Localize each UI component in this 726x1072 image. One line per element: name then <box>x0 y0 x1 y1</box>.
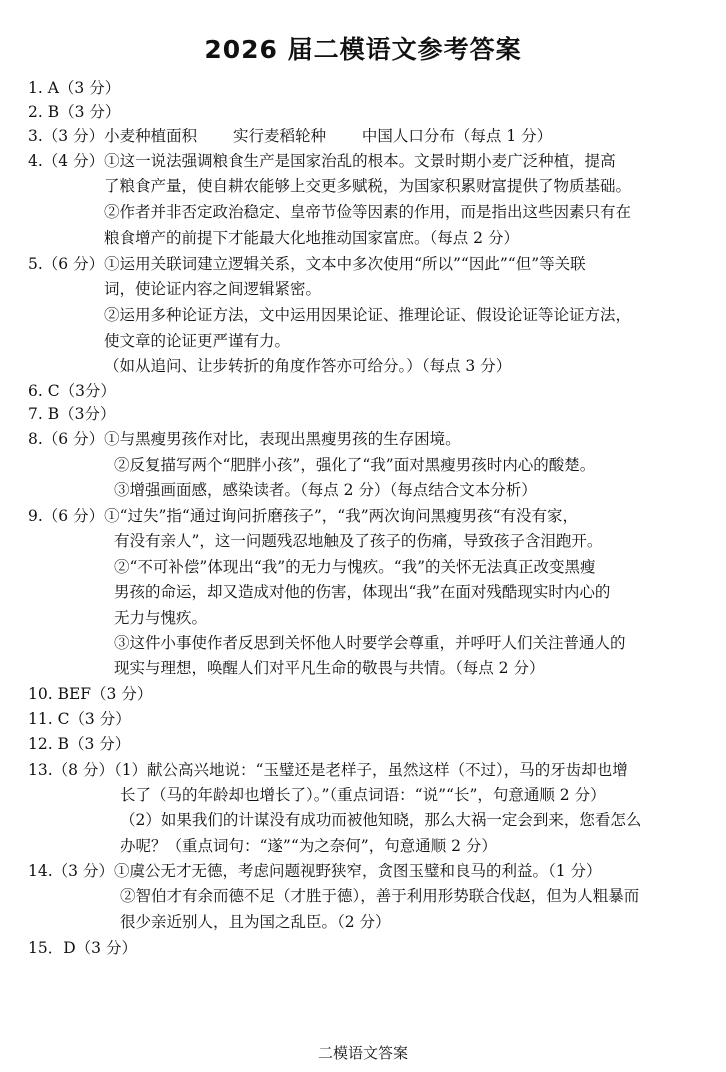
answer-line: 办呢？（重点词句：“遂”“为之奈何”，句意通顺 2 分） <box>120 837 497 855</box>
answer-line: 有没有亲人”，这一问题残忍地触及了孩子的伤痛，导致孩子含泪跑开。 <box>114 532 603 550</box>
answer-line: 13.（8 分）（1）献公高兴地说：“玉璧还是老样子，虽然这样（不过），马的牙齿却也增 <box>28 761 628 779</box>
answer-line: 2. B（3 分） <box>28 103 121 121</box>
answer-line: 男孩的命运，却又造成对他的伤害，体现出“我”在面对残酷现实时内心的 <box>114 583 611 601</box>
answer-line: 11. C（3 分） <box>28 710 131 728</box>
answer-line: ②反复描写两个“肥胖小孩”，强化了“我”面对黑瘦男孩时内心的酸楚。 <box>114 456 596 474</box>
answer-line: 了粮食产量，使自耕农能够上交更多赋税，为国家积累财富提供了物质基础。 <box>104 177 632 195</box>
answer-line: 3.（3 分）小麦种植面积 实行麦稻轮种 中国人口分布（每点 1 分） <box>28 127 553 145</box>
answer-line: 15．D（3 分） <box>28 939 137 957</box>
answer-line: ②运用多种论证方法，文中运用因果论证、推理论证、假设论证等论证方法， <box>104 306 632 324</box>
answer-line: 很少亲近别人，且为国之乱臣。（2 分） <box>120 913 391 931</box>
answer-line: 10. BEF（3 分） <box>28 685 153 703</box>
answer-line: 14.（3 分）①虞公无才无德，考虑问题视野狭窄，贪图玉璧和良马的利益。（1 分） <box>28 862 602 880</box>
answer-line: （2）如果我们的计谋没有成功而被他知晓，那么大祸一定会到来，您看怎么 <box>120 811 642 829</box>
answer-line: 8.（6 分）①与黑瘦男孩作对比，表现出黑瘦男孩的生存困境。 <box>28 430 461 448</box>
page-title: 2026 届二模语文参考答案 <box>204 35 522 64</box>
answer-line: ②作者并非否定政治稳定、皇帝节俭等因素的作用，而是指出这些因素只有在 <box>104 203 632 221</box>
answer-line: 6. C（3分） <box>28 382 116 400</box>
answer-line: ③增强画面感，感染读者。（每点 2 分）（每点结合文本分析） <box>114 481 537 499</box>
page-footer: 二模语文答案 <box>317 1044 408 1062</box>
answer-line: 现实与理想，唤醒人们对平凡生命的敬畏与共情。（每点 2 分） <box>114 659 545 677</box>
answer-line: 使文章的论证更严谨有力。 <box>104 332 291 350</box>
answer-line: 1. A（3 分） <box>28 79 121 97</box>
answer-line: 无力与愧疚。 <box>114 609 208 627</box>
answer-line: 12. B（3 分） <box>28 735 131 753</box>
answer-line: 9.（6 分）①“过失”指“通过询问折磨孩子”，“我”两次询问黑瘦男孩“有没有家， <box>28 507 579 525</box>
answer-line: 4.（4 分）①这一说法强调粮食生产是国家治乱的根本。文景时期小麦广泛种植，提高 <box>28 152 616 170</box>
answer-line: ②“不可补偿”体现出“我”的无力与愧疚。“我”的关怀无法真正改变黑瘦 <box>114 558 596 576</box>
answer-line: （如从追问、让步转折的角度作答亦可给分。）（每点 3 分） <box>104 357 512 375</box>
answer-line: 词，使论证内容之间逻辑紧密。 <box>104 280 322 298</box>
answer-line: 粮食增产的前提下才能最大化地推动国家富庶。（每点 2 分） <box>104 229 519 247</box>
answer-line: ②智伯才有余而德不足（才胜于德），善于利用形势联合伐赵，但为人粗暴而 <box>120 887 640 905</box>
answer-line: 7. B（3分） <box>28 405 116 423</box>
answer-line: 5.（6 分）①运用关联词建立逻辑关系，文本中多次使用“所以”“因此”“但”等关联 <box>28 255 586 273</box>
answer-line: ③这件小事使作者反思到关怀他人时要学会尊重，并呼吁人们关注普通人的 <box>114 634 626 652</box>
answer-line: 长了（马的年龄却也增长了）。”（重点词语：“说”“长”，句意通顺 2 分） <box>120 786 606 804</box>
